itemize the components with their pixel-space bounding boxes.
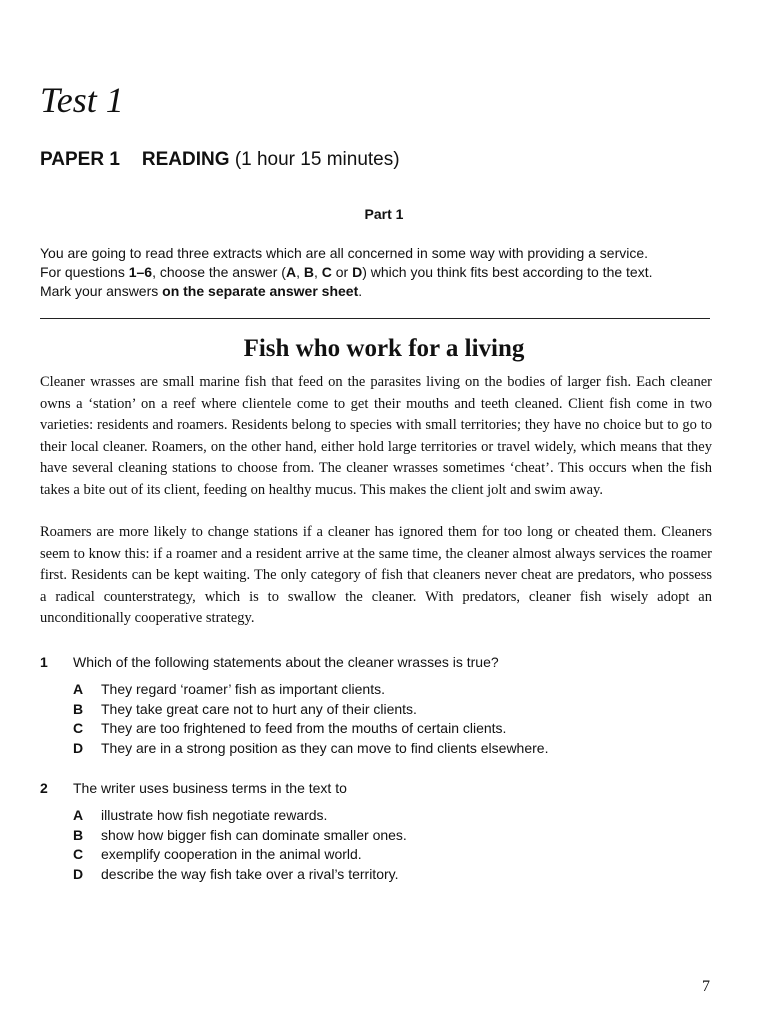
option-letter: A (73, 807, 84, 823)
question-number: 2 (40, 780, 48, 796)
instructions-line-3 (40, 282, 740, 301)
instructions-text: . (358, 283, 363, 299)
question-2 (40, 778, 740, 884)
instructions-text: For questions (40, 264, 129, 280)
question-text: The writer uses business terms in the text to (73, 780, 347, 796)
option-letter: C (73, 846, 84, 862)
article-body (40, 372, 712, 651)
option-d (73, 865, 740, 885)
instructions-text: or (331, 264, 353, 280)
question-stem (40, 652, 740, 672)
option-letter: B (303, 264, 314, 280)
instructions-text: , (313, 264, 322, 280)
option-letter: B (73, 826, 84, 843)
option-letter: C (73, 720, 84, 736)
option-text: They are too frightened to feed from the mouths of certain clients. (101, 720, 507, 736)
option-letter: A (73, 681, 84, 697)
option-text: describe the way fish take over a rival’s territory. (101, 865, 399, 882)
instructions-line-2 (40, 263, 740, 282)
option-text: illustrate how fish negotiate rewards. (101, 807, 328, 823)
answer-sheet-emphasis: on the separate answer sheet (162, 283, 359, 299)
instructions-text: , choose the answer ( (152, 264, 286, 280)
option-letter: D (73, 865, 84, 882)
option-letter: D (73, 739, 84, 756)
question-range: 1–6 (128, 264, 153, 280)
instructions-line-1: You are going to read three extracts which are all concerned in some way with providing a service. (40, 245, 649, 261)
option-d (73, 739, 740, 759)
duration-label: (1 hour 15 minutes) (234, 149, 400, 170)
part-heading: Part 1 (364, 206, 404, 222)
option-letter: C (321, 264, 332, 280)
question-1 (40, 652, 740, 758)
option-c (73, 719, 740, 739)
instructions-text: , (296, 264, 304, 280)
option-b (73, 700, 740, 720)
option-letter: B (73, 700, 84, 717)
option-text: show how bigger fish can dominate smaller ones. (101, 826, 407, 843)
option-text: They are in a strong position as they can move to find clients elsewhere. (101, 739, 549, 756)
instructions-text: ) which you think fits best according to the text. (362, 264, 653, 280)
option-list (73, 680, 740, 758)
question-text: Which of the following statements about the cleaner wrasses is true? (73, 654, 499, 670)
section-label: READING (141, 149, 230, 170)
page-number: 7 (702, 978, 710, 995)
option-text: exemplify cooperation in the animal world. (101, 846, 362, 862)
option-b (73, 826, 740, 846)
option-c (73, 845, 740, 865)
test-title: Test 1 (40, 80, 124, 120)
article-title: Fish who work for a living (243, 335, 525, 362)
instructions (40, 244, 740, 301)
instructions-text: Mark your answers (40, 283, 163, 299)
article-paragraph: Cleaner wrasses are small marine fish that feed on the parasites living on the bodies of larger fish. Each cleaner owns a ‘station’ on a reef where clientele come to get their mouths and teeth cleaned. Client fish come in two varieties: residents and roamers. Residents belong to species with small territories; they have no choice but to go to their local cleaner. Roamers, on the other hand, either hold large territories or travel widely, which means that they have several cleaning stations to choose from. The cleaner wrasses sometimes ‘cheat’. This occurs when the fish takes a bite out of its client, feeding on healthy mucus. This makes the client jolt and swim away. (40, 374, 712, 498)
article-paragraph: Roamers are more likely to change stations if a cleaner has ignored them for too long or cheated them. Cleaners seem to know this: if a roamer and a resident arrive at the same time, the cleaner almost always services the roamer first. Residents can be kept waiting. The only category of fish that cleaners never cheat are predators, who possess a radical counterstrategy, which is to swallow the cleaner. With predators, cleaner fish wisely adopt an unconditionally cooperative strategy. (40, 524, 712, 626)
option-list (73, 806, 740, 884)
option-letter: A (285, 264, 297, 280)
paper-heading (40, 147, 400, 173)
paper-label: PAPER 1 (40, 149, 120, 170)
option-text: They regard ‘roamer’ fish as important clients. (101, 681, 385, 697)
question-stem (40, 778, 740, 798)
option-a (73, 680, 740, 700)
question-number: 1 (40, 654, 48, 670)
option-letter: D (352, 264, 363, 280)
option-text: They take great care not to hurt any of their clients. (101, 700, 417, 717)
option-a (73, 806, 740, 826)
divider (40, 318, 710, 319)
